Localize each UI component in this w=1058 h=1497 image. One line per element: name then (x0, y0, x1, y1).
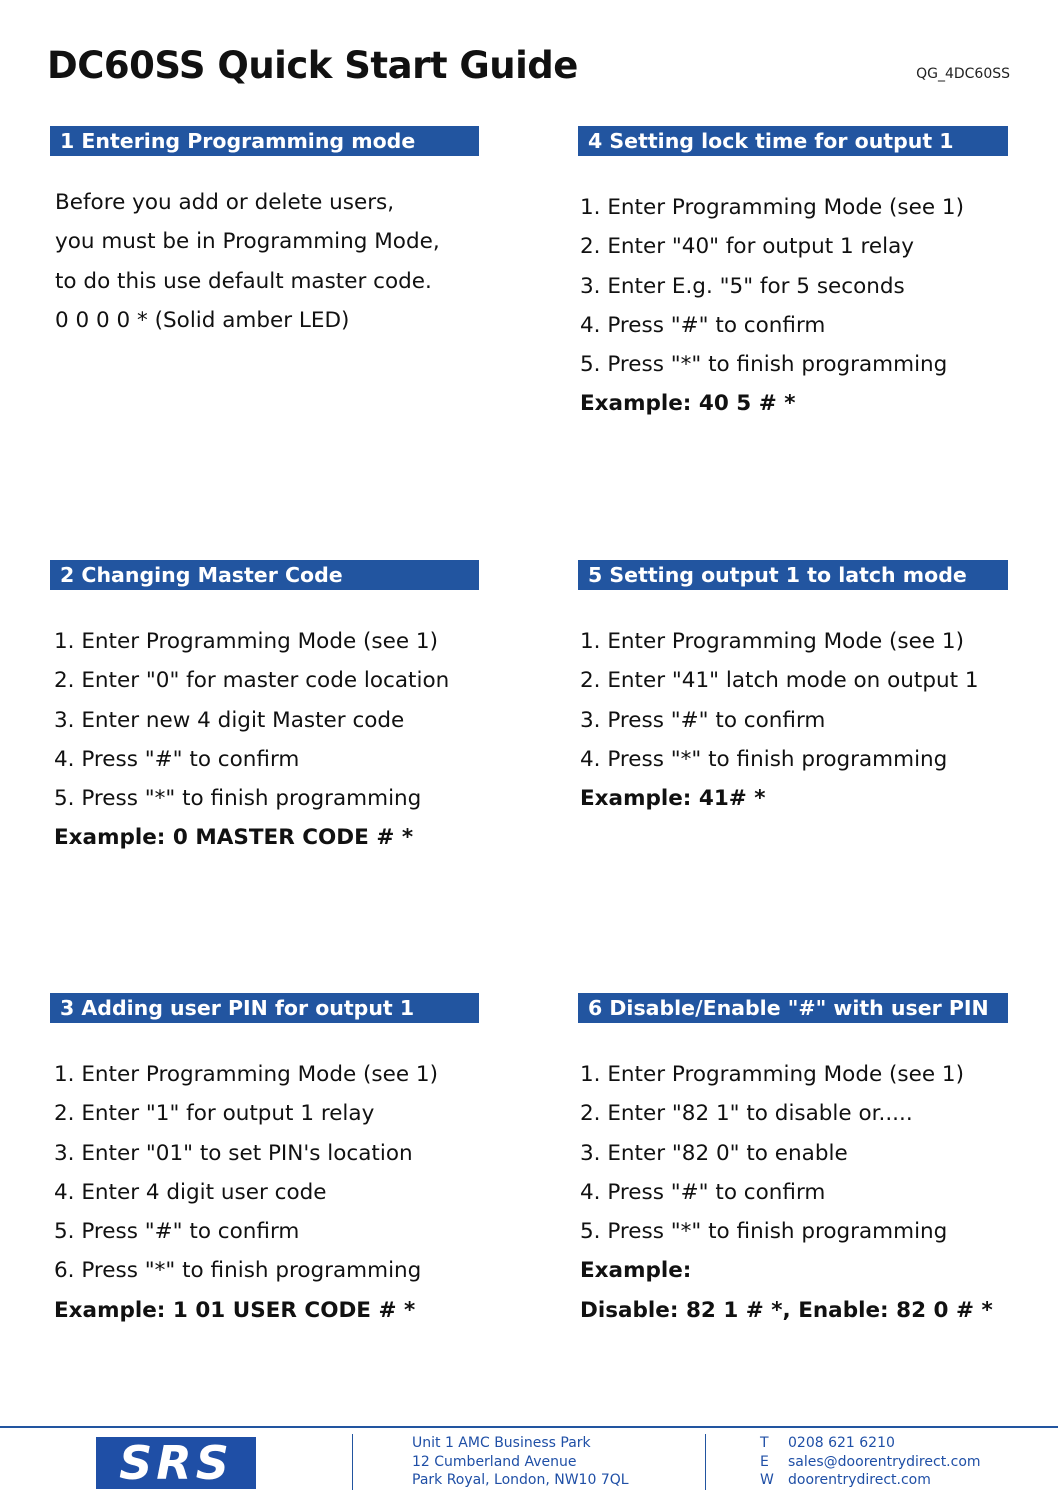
address-line: Unit 1 AMC Business Park (412, 1435, 591, 1451)
section-heading: 6 Disable/Enable "#" with user PIN (578, 993, 1008, 1023)
step-line: 3. Enter "01" to set PIN's location (54, 1140, 413, 1166)
website-url: doorentrydirect.com (788, 1472, 931, 1488)
body-line: 0 0 0 0 * (Solid amber LED) (55, 307, 350, 333)
example-line: Example: 40 5 # * (580, 391, 796, 417)
section-disable-enable-hash (578, 993, 1018, 1330)
step-line: 4. Enter 4 digit user code (54, 1179, 327, 1205)
footer-separator (705, 1434, 706, 1490)
step-line: 1. Enter Programming Mode (see 1) (580, 195, 964, 220)
contact-web (760, 1471, 981, 1490)
email-address: sales@doorentrydirect.com (788, 1453, 981, 1470)
address-line: Park Royal, London, NW10 7QL (412, 1472, 629, 1488)
phone-number: 0208 621 6210 (788, 1435, 895, 1451)
contact-phone (760, 1434, 981, 1453)
section-heading: 1 Entering Programming mode (50, 126, 479, 156)
example-label: Example: (580, 1258, 692, 1284)
step-line: 6. Press "*" to finish programming (54, 1258, 422, 1284)
step-line: 4. Press "*" to finish programming (580, 746, 948, 772)
document-reference: QG_4DC60SS (916, 66, 1010, 82)
step-line: 2. Enter "41" latch mode on output 1 (580, 668, 979, 694)
section-body (50, 183, 490, 340)
step-line: 2. Enter "0" for master code location (54, 668, 450, 694)
footer-divider (0, 1426, 1058, 1428)
contact-key: W (760, 1472, 774, 1488)
section-heading: 2 Changing Master Code (50, 560, 479, 590)
section-body (578, 188, 1018, 424)
contact-key: E (760, 1453, 769, 1470)
section-heading: 3 Adding user PIN for output 1 (50, 993, 479, 1023)
section-setting-lock-time (578, 126, 1018, 424)
body-line: Before you add or delete users, (55, 190, 395, 215)
section-entering-programming-mode (50, 126, 490, 340)
footer-address (412, 1434, 629, 1490)
section-body (578, 1055, 1018, 1330)
step-line: 5. Press "#" to confirm (54, 1219, 300, 1245)
section-heading: 5 Setting output 1 to latch mode (578, 560, 1008, 590)
page-title: DC60SS Quick Start Guide (47, 44, 578, 87)
example-line: Disable: 82 1 # *, Enable: 82 0 # * (580, 1297, 993, 1323)
step-line: 1. Enter Programming Mode (see 1) (580, 1062, 964, 1087)
section-body (578, 622, 1018, 818)
srs-logo: SRS (96, 1437, 256, 1489)
step-line: 4. Press "#" to confirm (580, 1179, 826, 1205)
contact-email (760, 1453, 981, 1472)
example-line: Example: 1 01 USER CODE # * (54, 1297, 416, 1323)
step-line: 1. Enter Programming Mode (see 1) (54, 1062, 438, 1087)
section-changing-master-code (50, 560, 490, 858)
example-line: Example: 0 MASTER CODE # * (54, 825, 414, 851)
section-latch-mode (578, 560, 1018, 818)
footer-contact (760, 1434, 981, 1490)
step-line: 2. Enter "40" for output 1 relay (580, 234, 914, 260)
step-line: 1. Enter Programming Mode (see 1) (580, 629, 964, 654)
step-line: 1. Enter Programming Mode (see 1) (54, 629, 438, 654)
step-line: 5. Press "*" to finish programming (580, 352, 948, 378)
step-line: 5. Press "*" to finish programming (54, 786, 422, 812)
body-line: to do this use default master code. (55, 268, 432, 294)
section-body (50, 1055, 490, 1330)
body-line: you must be in Programming Mode, (55, 229, 440, 255)
step-line: 3. Press "#" to confirm (580, 707, 826, 733)
address-line: 12 Cumberland Avenue (412, 1453, 577, 1470)
section-adding-user-pin (50, 993, 490, 1330)
step-line: 2. Enter "82 1" to disable or..... (580, 1101, 913, 1127)
step-line: 4. Press "#" to confirm (54, 746, 300, 772)
contact-key: T (760, 1435, 769, 1451)
step-line: 3. Enter new 4 digit Master code (54, 707, 405, 733)
step-line: 5. Press "*" to finish programming (580, 1219, 948, 1245)
footer-separator (352, 1434, 353, 1490)
section-heading: 4 Setting lock time for output 1 (578, 126, 1008, 156)
step-line: 2. Enter "1" for output 1 relay (54, 1101, 375, 1127)
step-line: 3. Enter "82 0" to enable (580, 1140, 848, 1166)
section-body (50, 622, 490, 858)
step-line: 4. Press "#" to confirm (580, 312, 826, 338)
example-line: Example: 41# * (580, 786, 766, 812)
step-line: 3. Enter E.g. "5" for 5 seconds (580, 273, 905, 299)
